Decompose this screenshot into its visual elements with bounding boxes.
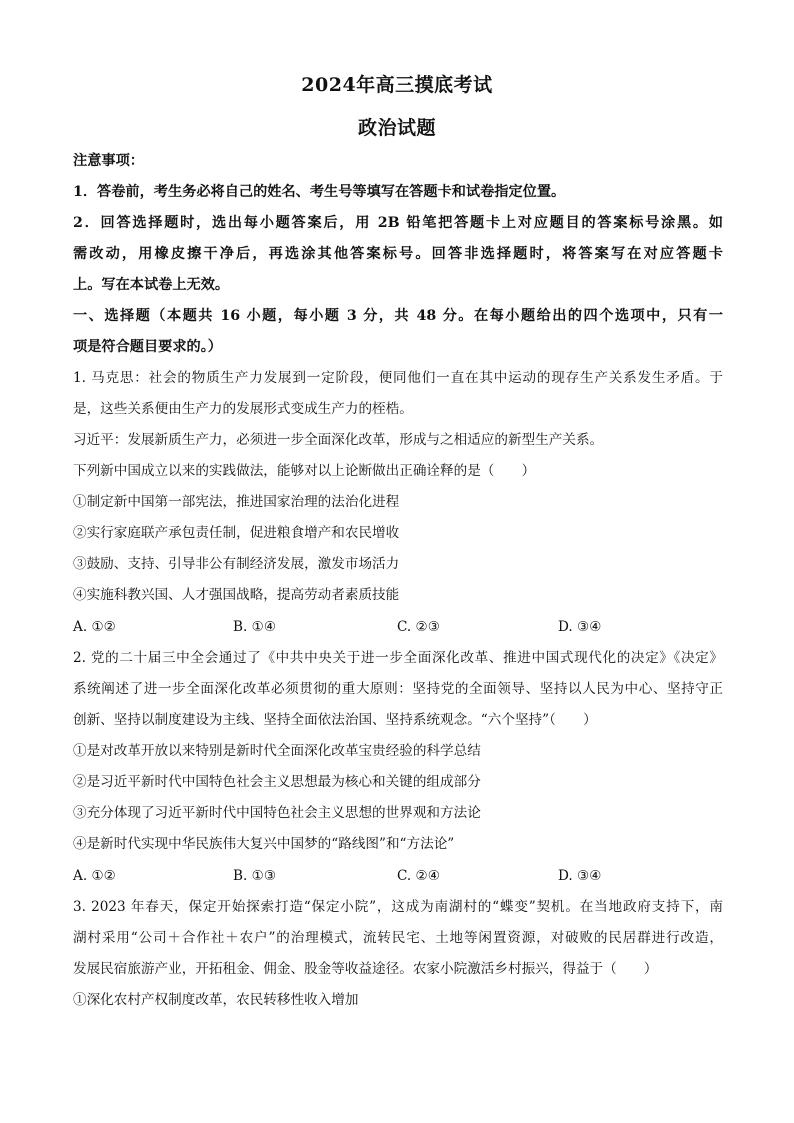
q2-statement-1: ①是对改革开放以来特别是新时代全面深化改革宝贵经验的科学总结	[73, 743, 481, 759]
q1-option-b[interactable]: B. ①④	[233, 619, 277, 635]
q2-statement-2: ②是习近平新时代中国特色社会主义思想最为核心和关键的组成部分	[73, 774, 481, 790]
q2-statement-4: ④是新时代实现中华民族伟大复兴中国梦的“路线图”和“方法论”	[73, 836, 455, 852]
notice-heading: 注意事项：	[73, 153, 144, 169]
q2-statement-3: ③充分体现了习近平新时代中国特色社会主义思想的世界观和方法论	[73, 805, 481, 821]
section-1-heading-line-2: 项是符合题目要求的。）	[73, 339, 222, 355]
q2-option-a[interactable]: A. ①②	[73, 868, 116, 884]
q1-stem-line-3: 习近平：发展新质生产力，必须进一步全面深化改革，形成与之相适应的新型生产关系。	[73, 432, 604, 448]
notice-item-2-line-2: 需改动，用橡皮擦干净后，再选涂其他答案标号。回答非选择题时，将答案写在对应答题卡	[73, 246, 723, 262]
q1-statement-1: ①制定新中国第一部宪法，推进国家治理的法治化进程	[73, 494, 400, 510]
q2-stem-line-1: 2. 党的二十届三中全会通过了《中共中央关于进一步全面深化改革、推进中国式现代化的决定》《决定》	[73, 650, 723, 666]
q1-statement-4: ④实施科教兴国、人才强国战略，提高劳动者素质技能	[73, 587, 400, 603]
q1-stem-line-4: 下列新中国成立以来的实践做法，能够对以上论断做出正确诠释的是（ ）	[73, 463, 536, 479]
q1-stem-line-1: 1. 马克思：社会的物质生产力发展到一定阶段，便同他们一直在其中运动的现存生产关系发生矛盾。于	[73, 370, 723, 386]
q1-option-a[interactable]: A. ①②	[73, 619, 116, 635]
q2-option-b[interactable]: B. ①③	[233, 868, 277, 884]
exam-title: 2024年高三摸底考试	[301, 74, 493, 96]
q2-options	[73, 866, 723, 886]
q1-statement-2: ②实行家庭联产承包责任制，促进粮食增产和农民增收	[73, 525, 400, 541]
q1-option-c[interactable]: C. ②③	[397, 619, 440, 635]
q1-stem-line-2: 是，这些关系便由生产力的发展形式变成生产力的桎梏。	[73, 401, 413, 417]
notice-item-2-line-3: 上。写在本试卷上无效。	[73, 277, 230, 293]
q1-option-d[interactable]: D. ③④	[558, 619, 602, 635]
q3-stem-line-1: 3. 2023 年春天，保定开始探索打造“保定小院”，这成为南湖村的“蝶变”契机。在当地政府支持下，南	[73, 899, 723, 915]
notice-item-2-line-1: 2．回答选择题时，选出每小题答案后，用 2B 铅笔把答题卡上对应题目的答案标号涂黑。如	[73, 215, 723, 231]
q3-stem-line-2: 湖村采用“公司＋合作社＋农户”的治理模式，流转民宅、土地等闲置资源，对破败的民居群进行改造，	[73, 930, 723, 946]
section-1-heading-line-1: 一、选择题（本题共 16 小题，每小题 3 分，共 48 分。在每小题给出的四个选项中，只有一	[73, 308, 723, 324]
q3-stem-line-3: 发展民宿旅游产业，开拓租金、佣金、股金等收益途径。农家小院激活乡村振兴，得益于（ ）	[73, 961, 658, 977]
q1-statement-3: ③鼓励、支持、引导非公有制经济发展，激发市场活力	[73, 556, 400, 572]
q2-option-c[interactable]: C. ②④	[397, 868, 440, 884]
exam-subtitle: 政治试题	[357, 117, 436, 139]
q2-stem-line-2: 系统阐述了进一步全面深化改革必须贯彻的重大原则：坚持党的全面领导、坚持以人民为中心、坚持守正	[73, 681, 723, 697]
q2-stem-line-3: 创新、坚持以制度建设为主线、坚持全面依法治国、坚持系统观念。“六个坚持”（ ）	[73, 712, 597, 728]
q3-statement-1: ①深化农村产权制度改革，农民转移性收入增加	[73, 992, 359, 1008]
q1-options	[73, 617, 723, 637]
notice-item-1: 1．答卷前，考生务必将自己的姓名、考生号等填写在答题卡和试卷指定位置。	[73, 184, 566, 200]
q2-option-d[interactable]: D. ③④	[558, 868, 602, 884]
